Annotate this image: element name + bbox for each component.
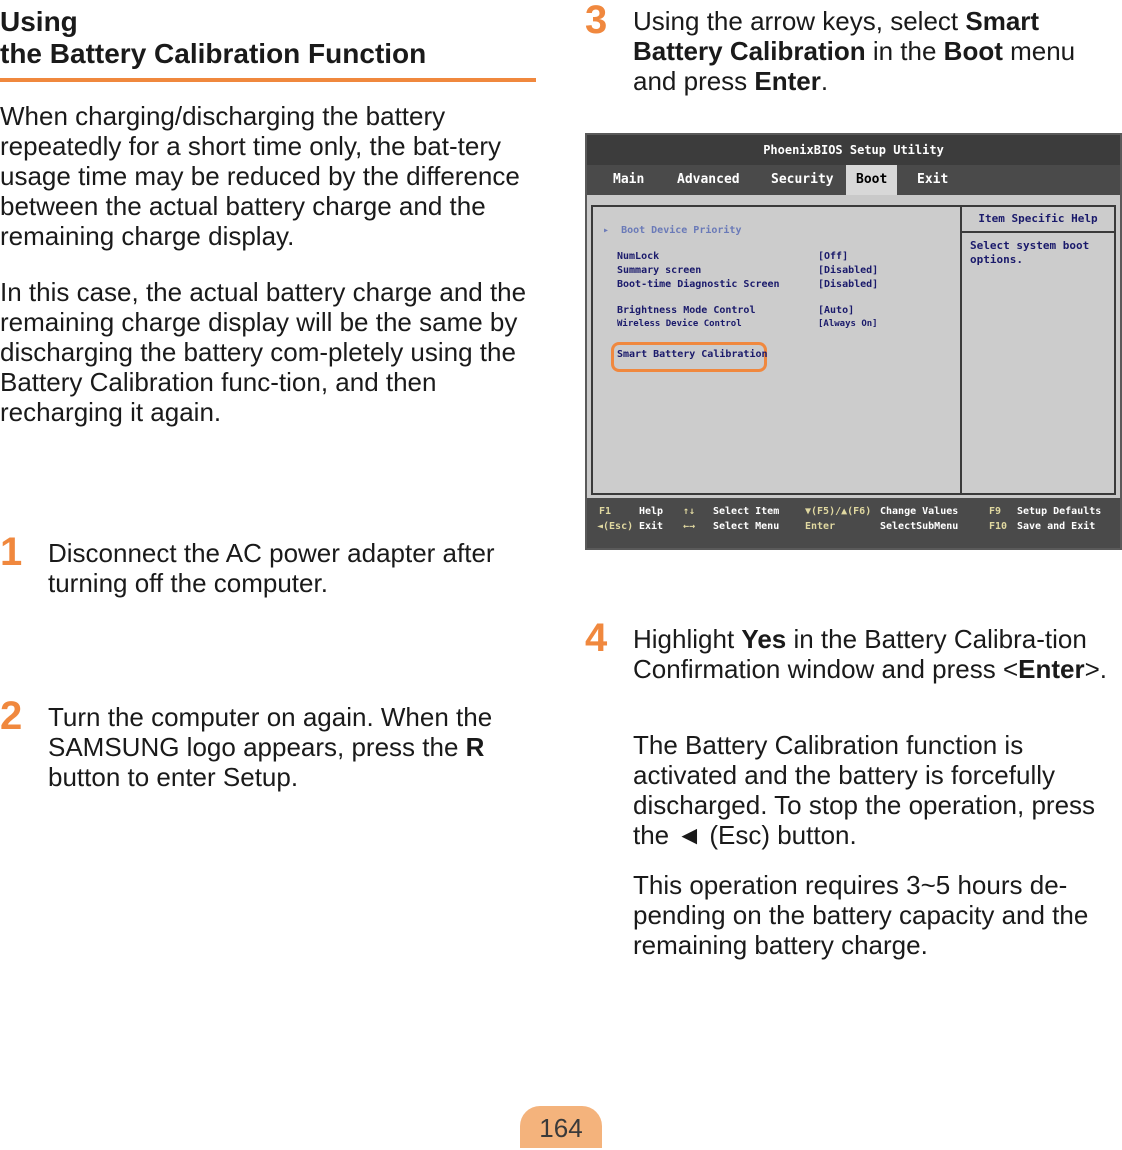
intro-paragraph-2: In this case, the actual battery charge and the remaining charge display will be the same by discharging the battery com-pletely using the Battery Calibration func-tion, and then recharging it again. [0,277,527,427]
key-enter: Enter [805,521,836,532]
footer-help: Help [639,506,664,517]
key-f9: F9 [989,506,1002,517]
bios-menubar [587,165,1120,195]
bios-val-diagnostic: [Disabled] [818,279,879,290]
step-2-text: Turn the computer on again. When the SAMSUNG logo appears, press the R button to enter Setup. [48,702,493,792]
bios-arrow-icon: ▸ [603,225,622,236]
bios-item-smart-battery-calibration[interactable]: Smart Battery Calibration [617,349,768,360]
step-4-paragraph-3: This operation requires 3~5 hours de-pending on the battery capacity and the remaining battery charge. [633,870,1089,960]
bios-screenshot [585,133,1122,550]
key-esc: ◄(Esc) [597,521,634,532]
footer-setup-defaults: Setup Defaults [1017,506,1102,517]
step-2-number: 2 [0,694,23,738]
bios-val-summary: [Disabled] [818,265,879,276]
footer-select-menu: Select Menu [713,521,780,532]
footer-select-submenu: SelectSubMenu [880,521,959,532]
step-4-paragraph-2: The Battery Calibration function is activated and the battery is forcefully discharged. To stop the operation, press the ◄ (Esc) button. [633,730,1096,850]
bios-item-numlock[interactable]: NumLock [617,251,660,262]
key-up-down-icon: ↑↓ [683,506,696,517]
section-title-line1: Using [0,6,78,37]
intro-paragraph-1: When charging/discharging the battery repeatedly for a short time only, the bat-tery usage time may be reduced by the difference between the actual battery charge and the remaining charge display. [0,101,520,251]
section-title [0,6,536,82]
footer-save-exit: Save and Exit [1017,521,1096,532]
step-1-text: Disconnect the AC power adapter after turning off the computer. [48,538,495,598]
bios-menu-main[interactable]: Main [613,172,645,187]
footer-select-item: Select Item [713,506,780,517]
bios-val-wireless: [Always On] [818,319,878,329]
bios-val-numlock: [Off] [818,251,849,262]
step-3-text: Using the arrow keys, select Smart Battery Calibration in the Boot menu and press Enter. [633,6,1076,96]
bios-panel [591,205,1116,495]
bios-help-title: Item Specific Help [962,207,1114,233]
bios-val-brightness: [Auto] [818,305,855,316]
key-left-right-icon: ←→ [683,521,696,532]
bios-menu-advanced[interactable]: Advanced [677,172,740,187]
section-title-line2: the Battery Calibration Function [0,38,427,69]
key-f5-f6: ▼(F5)/▲(F6) [805,506,872,517]
bios-menu-security[interactable]: Security [771,172,834,187]
bios-help-text: Select system boot options. [970,239,1090,266]
bios-footer [587,498,1120,548]
bios-title: PhoenixBIOS Setup Utility [587,135,1120,165]
key-f10: F10 [989,521,1008,532]
bios-menu-boot[interactable]: Boot [846,165,897,195]
footer-change-values: Change Values [880,506,959,517]
bios-menu-exit[interactable]: Exit [917,172,949,187]
page-number: 164 [520,1106,602,1148]
bios-boot-device-priority[interactable]: ▸ Boot Device Priority [603,225,742,236]
step-4-number: 4 [585,616,608,660]
step-4-text: Highlight Yes in the Battery Calibra-tion Confirmation window and press <Enter>. [633,624,1108,684]
key-f1: F1 [599,506,612,517]
footer-exit: Exit [639,521,664,532]
step-3-number: 3 [585,0,608,42]
bios-item-summary[interactable]: Summary screen [617,265,702,276]
bios-item-diagnostic[interactable]: Boot-time Diagnostic Screen [617,279,780,290]
bios-item-wireless[interactable]: Wireless Device Control [617,319,742,329]
step-1-number: 1 [0,530,23,574]
bios-item-brightness[interactable]: Brightness Mode Control [617,305,756,316]
bios-help-panel [960,207,1114,493]
